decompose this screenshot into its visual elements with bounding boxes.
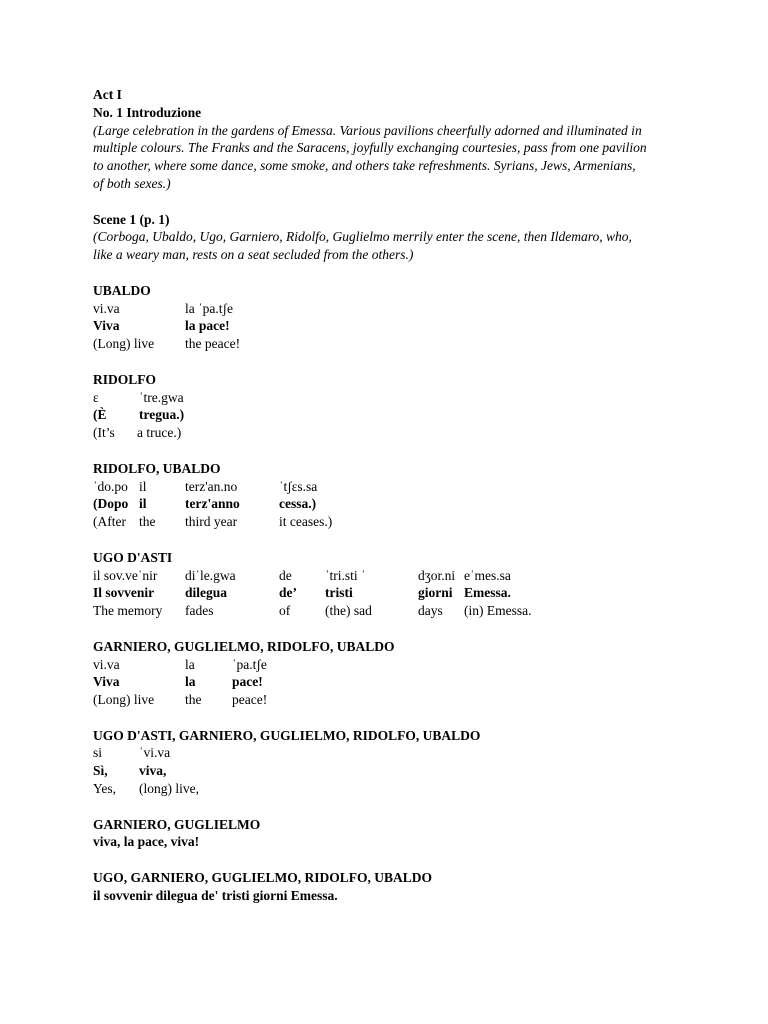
gloss-cell: of (279, 603, 291, 619)
gloss-cell: (It’s (93, 425, 115, 441)
scene-heading: Scene 1 (p. 1) (93, 211, 170, 227)
stage-direction-line: like a weary man, rests on a seat secluded from the others.) (93, 247, 414, 263)
ipa-cell: si (93, 745, 103, 761)
lyric-cell: Sì, (93, 763, 108, 779)
act-heading: Act I (93, 87, 122, 102)
ipa-cell: eˈmes.sa (464, 567, 511, 583)
speaker-name: UGO, GARNIERO, GUGLIELMO, RIDOLFO, UBALDO (93, 870, 433, 886)
lyric-cell: Viva (93, 318, 120, 334)
speaker-name: UGO D'ASTI, GARNIERO, GUGLIELMO, RIDOLFO, UBALDO (93, 727, 481, 743)
gloss-cell: the (185, 692, 202, 708)
speaker-name: UGO D'ASTI (93, 549, 173, 565)
stage-direction-line: (Large celebration in the gardens of Emessa. Various pavilions cheerfully adorned and illuminated in (93, 122, 642, 138)
ipa-cell: il sov.veˈnir (93, 567, 158, 583)
ipa-row (93, 300, 693, 318)
document-page (93, 86, 693, 905)
gloss-cell: The memory (93, 603, 163, 619)
ipa-cell: la (185, 656, 195, 672)
gloss-cell: the (139, 514, 156, 530)
lyric-row (93, 762, 693, 780)
lyric-row (93, 673, 693, 691)
ipa-cell: vi.va (93, 300, 120, 316)
lyric-cell: (Dopo (93, 496, 129, 512)
speaker-name: GARNIERO, GUGLIELMO, RIDOLFO, UBALDO (93, 638, 395, 654)
ipa-cell: ˈtre.gwa (139, 389, 184, 405)
gloss-cell: third year (185, 514, 238, 530)
lyric-cell: Viva (93, 674, 120, 690)
stage-direction (93, 228, 693, 264)
ipa-cell: il (139, 478, 147, 494)
gloss-row (93, 513, 693, 531)
lyric-row (93, 406, 693, 424)
ipa-cell: ɛ (93, 389, 99, 405)
stage-direction-line: to another, where some dance, some smoke, and others take refreshments. Syrians, Jews, Armenians, (93, 158, 636, 174)
lyric-cell: dilegua (185, 585, 228, 601)
lyric-cell: Il sovvenir (93, 585, 155, 601)
ipa-row (93, 656, 693, 674)
lyric-line: il sovvenir dilegua de' tristi giorni Emessa. (93, 887, 338, 903)
ipa-cell: ˈpa.tʃe (232, 656, 267, 672)
ipa-row (93, 744, 693, 762)
lyric-cell: il (139, 496, 147, 512)
stage-direction-line: (Corboga, Ubaldo, Ugo, Garniero, Ridolfo, Guglielmo merrily enter the scene, then Ildemaro, who, (93, 229, 632, 245)
gloss-cell: (After (93, 514, 126, 530)
lyric-cell: cessa.) (279, 496, 317, 512)
ipa-row (93, 478, 693, 496)
gloss-cell: it ceases.) (279, 514, 333, 530)
speaker-name: UBALDO (93, 282, 151, 298)
lyric-cell: tristi (325, 585, 353, 601)
ipa-row (93, 567, 693, 585)
lyric-cell: viva, (139, 763, 167, 779)
gloss-cell: (Long) live (93, 692, 155, 708)
stage-direction (93, 122, 693, 193)
gloss-row (93, 602, 693, 620)
gloss-cell: (in) Emessa. (464, 603, 532, 619)
lyric-cell: Emessa. (464, 585, 511, 601)
number-heading: No. 1 Introduzione (93, 104, 202, 120)
ipa-cell: ˈvi.va (139, 745, 171, 761)
ipa-cell: ˈdo.po (93, 478, 128, 494)
gloss-cell: fades (185, 603, 214, 619)
ipa-cell: de (279, 567, 292, 583)
gloss-cell: peace! (232, 692, 268, 708)
lyric-row (93, 317, 693, 335)
gloss-row (93, 780, 693, 798)
speaker-name: GARNIERO, GUGLIELMO (93, 816, 261, 832)
lyric-cell: giorni (418, 585, 453, 601)
lyric-cell: de’ (279, 585, 297, 601)
ipa-cell: ˈtri.sti ˈ (325, 567, 366, 583)
ipa-cell: la ˈpa.tʃe (185, 300, 233, 316)
speaker-name: RIDOLFO, UBALDO (93, 460, 221, 476)
gloss-row (93, 691, 693, 709)
gloss-cell: (the) sad (325, 603, 372, 619)
ipa-cell: diˈle.gwa (185, 567, 236, 583)
gloss-row (93, 335, 693, 353)
ipa-cell: dʒor.ni (418, 567, 456, 583)
lyric-row (93, 495, 693, 513)
lyric-cell: terz'anno (185, 496, 240, 512)
lyric-row (93, 584, 693, 602)
ipa-cell: terz'an.no (185, 478, 238, 494)
gloss-cell: Yes, (93, 781, 117, 797)
gloss-row (93, 424, 693, 442)
lyric-cell: (È (93, 407, 107, 423)
gloss-cell: the peace! (185, 336, 241, 352)
stage-direction-line: multiple colours. The Franks and the Saracens, joyfully exchanging courtesies, pass from one pavilion (93, 140, 647, 156)
gloss-cell: days (418, 603, 443, 619)
gloss-cell: (long) live, (139, 781, 199, 797)
lyric-cell: la pace! (185, 318, 230, 334)
speaker-name: RIDOLFO (93, 371, 157, 387)
lyric-cell: tregua.) (139, 407, 185, 423)
ipa-row (93, 389, 693, 407)
lyric-line: viva, la pace, viva! (93, 834, 200, 850)
lyric-cell: pace! (232, 674, 263, 690)
ipa-cell: vi.va (93, 656, 120, 672)
gloss-cell: (Long) live (93, 336, 155, 352)
ipa-cell: ˈtʃɛs.sa (279, 478, 318, 494)
stage-direction-line: of both sexes.) (93, 175, 171, 191)
lyric-cell: la (185, 674, 196, 690)
gloss-cell: a truce.) (137, 425, 182, 441)
